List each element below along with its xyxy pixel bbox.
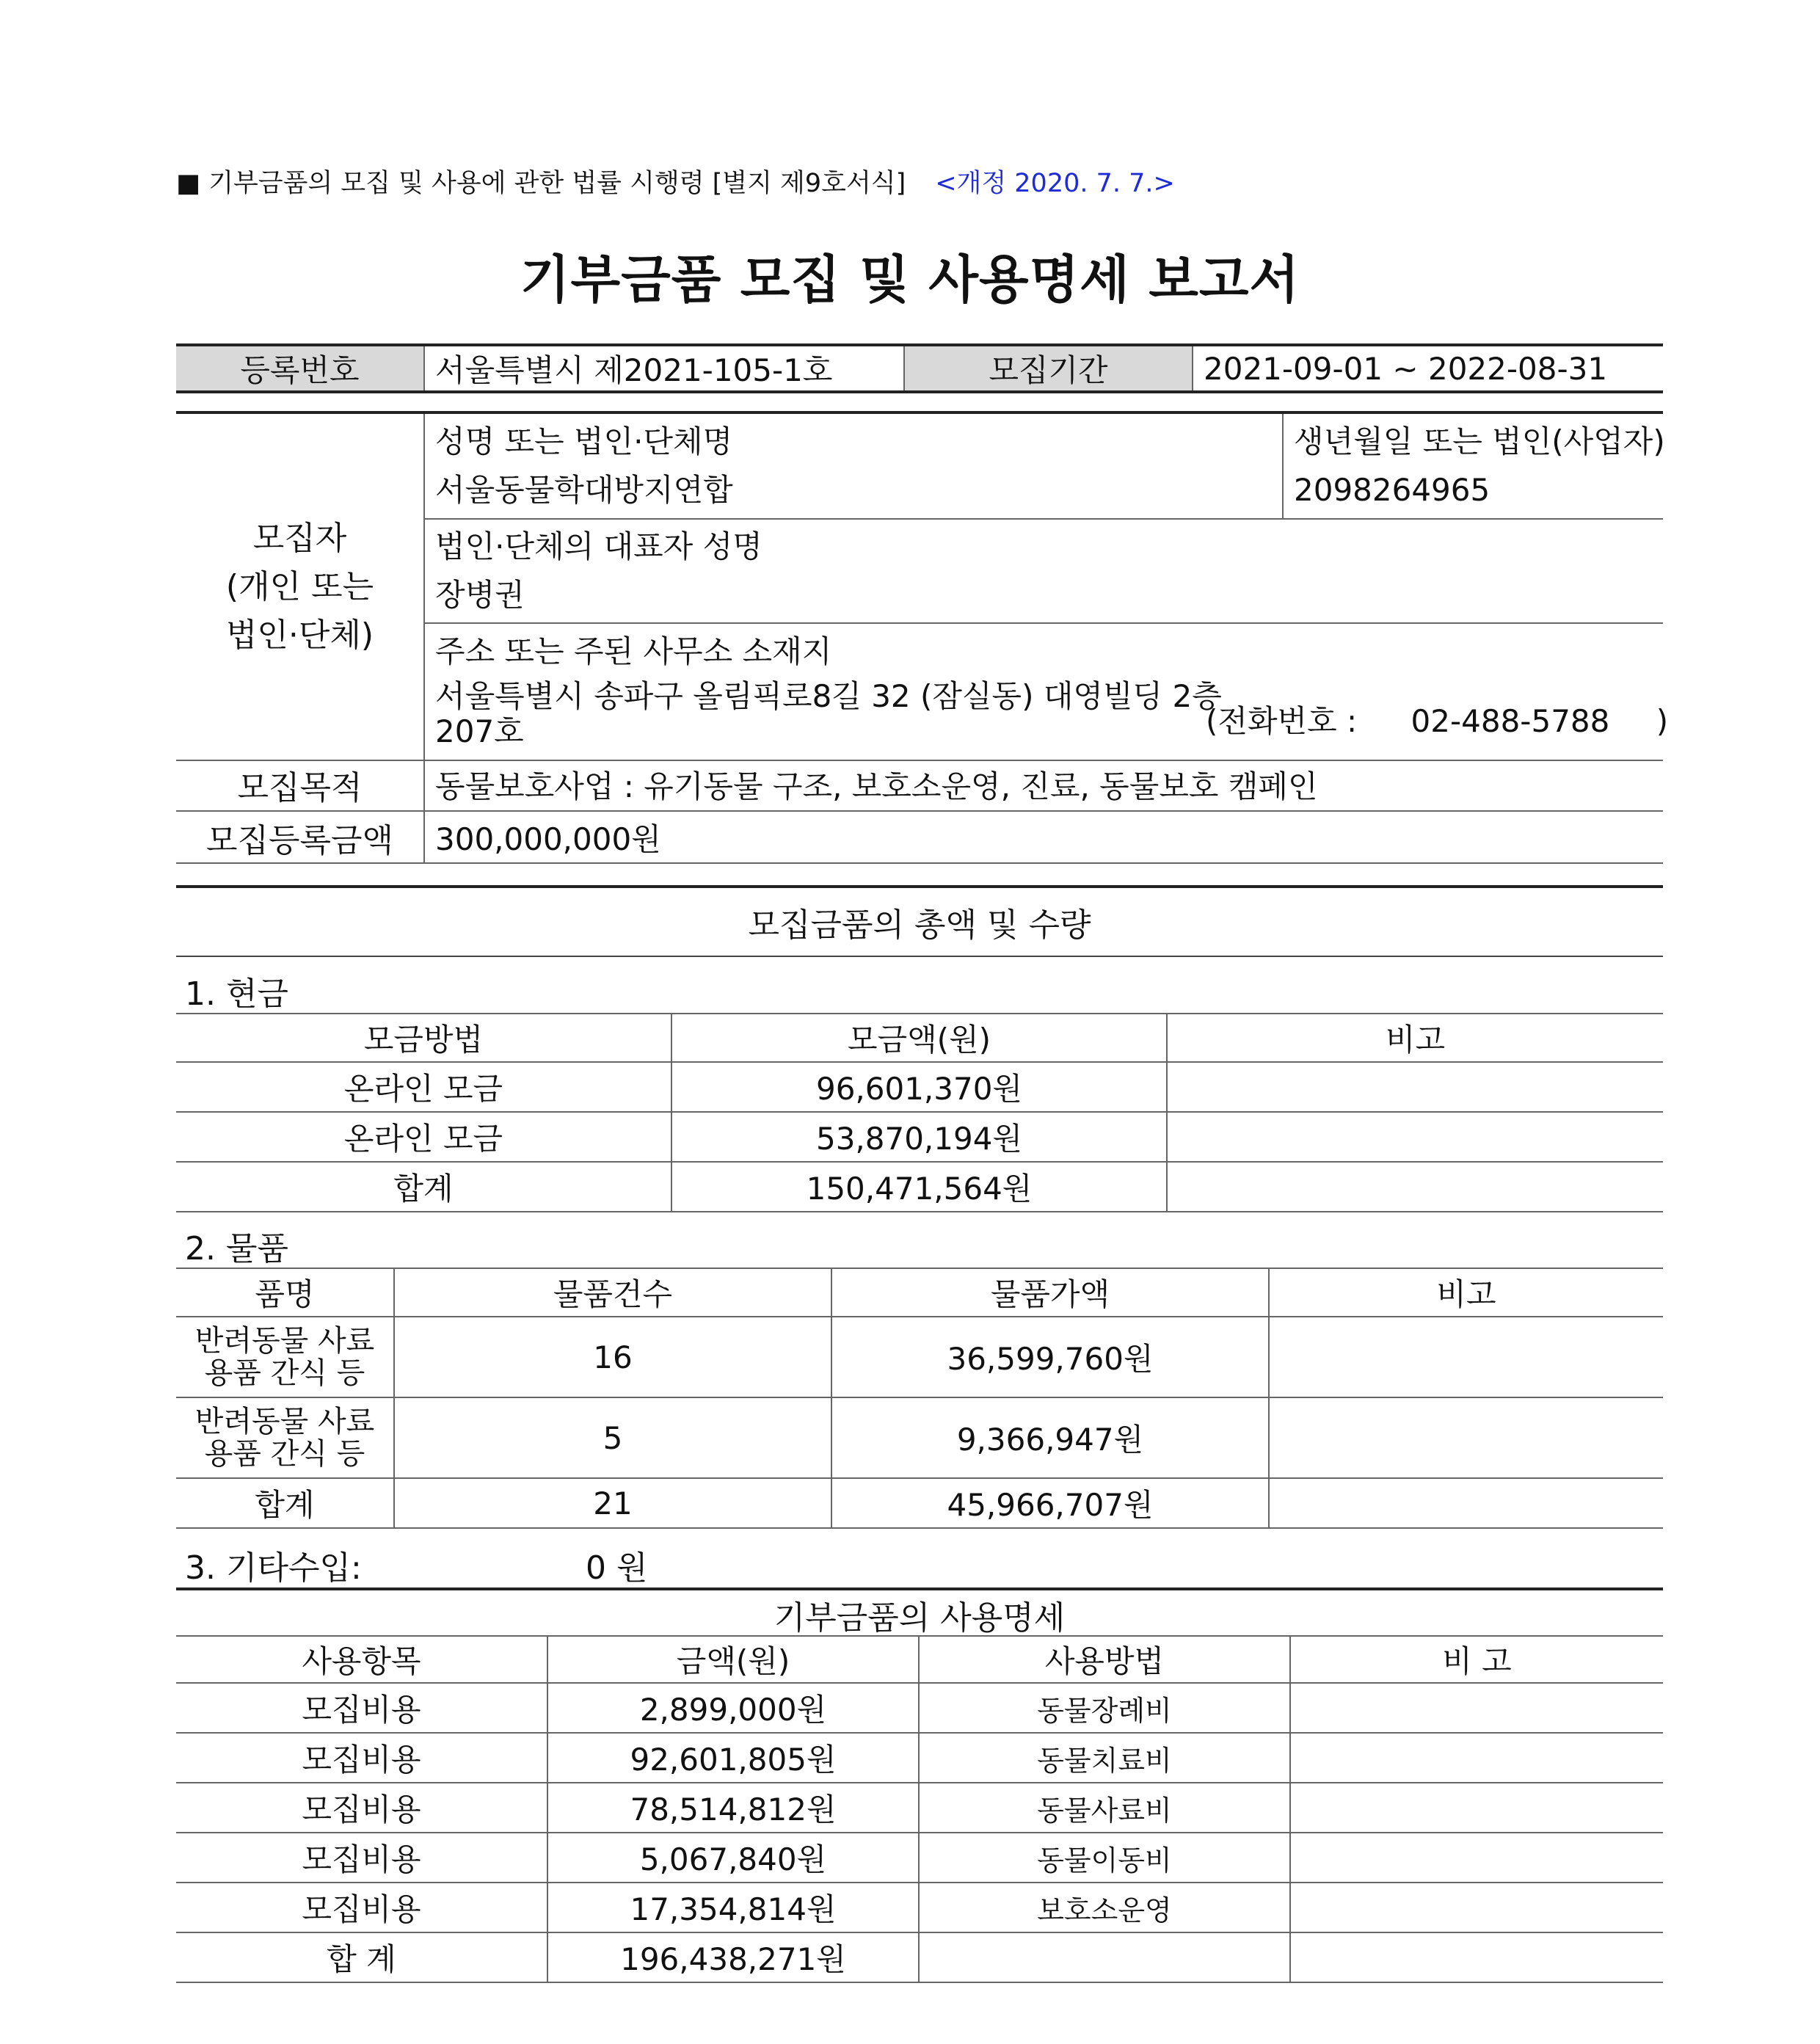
usage-note	[1290, 1883, 1663, 1932]
goods-name	[176, 1317, 394, 1397]
birth-value: 2098264965	[1294, 472, 1490, 508]
cash-method: 온라인 모금	[176, 1112, 671, 1162]
usage-header-note: 비 고	[1290, 1636, 1663, 1683]
collector-label-sub2: 법인·단체)	[225, 616, 374, 654]
usage-header-method: 사용방법	[919, 1636, 1290, 1683]
goods-note	[1269, 1397, 1663, 1478]
name-value: 서울동물학대방지연합	[435, 472, 733, 508]
usage-note	[1290, 1833, 1663, 1883]
purpose-table	[176, 759, 1663, 864]
purpose-label: 모집목적	[176, 759, 424, 811]
cash-note	[1167, 1112, 1663, 1162]
phone-line	[1206, 704, 1668, 739]
form-reference	[176, 163, 1175, 200]
cash-total-amount: 150,471,564원	[671, 1162, 1167, 1212]
reg-no-value: 서울특별시 제2021-105-1호	[424, 345, 904, 392]
form-ref-text: ■ 기부금품의 모집 및 사용에 관한 법률 시행령 [별지 제9호서식]	[176, 169, 906, 198]
table-row	[176, 1683, 1663, 1733]
divider-totals-top	[176, 885, 1663, 888]
goods-value: 9,366,947원	[831, 1397, 1269, 1478]
goods-count: 5	[394, 1397, 831, 1478]
usage-total-label: 합 계	[176, 1932, 547, 1982]
reg-no-label: 등록번호	[176, 345, 424, 392]
cash-total-label: 합계	[176, 1162, 671, 1212]
usage-amount: 17,354,814원	[547, 1883, 919, 1932]
period-label: 모집기간	[904, 345, 1193, 392]
collector-label	[176, 412, 424, 760]
cash-header-note: 비고	[1167, 1014, 1663, 1062]
cash-method: 온라인 모금	[176, 1062, 671, 1112]
cash-note	[1167, 1062, 1663, 1112]
cash-table	[176, 1013, 1663, 1212]
page-title: 기부금품 모집 및 사용명세 보고서	[520, 250, 1300, 310]
usage-method: 동물치료비	[919, 1733, 1290, 1783]
usage-method: 동물장례비	[919, 1683, 1290, 1733]
address-cell	[424, 623, 1669, 760]
purpose-value: 동물보호사업 : 유기동물 구조, 보호소운영, 진료, 동물보호 캠페인	[424, 759, 1663, 811]
collector-table	[176, 411, 1669, 761]
divider-totals-bottom	[176, 956, 1663, 957]
table-row	[176, 1112, 1663, 1162]
goods-note	[1269, 1317, 1663, 1397]
goods-name	[176, 1397, 394, 1478]
cash-header-amount: 모금액(원)	[671, 1014, 1167, 1062]
usage-note	[1290, 1783, 1663, 1833]
usage-amount: 92,601,805원	[547, 1733, 919, 1783]
goods-table	[176, 1268, 1663, 1529]
usage-total-row	[176, 1932, 1663, 1982]
usage-method: 동물이동비	[919, 1833, 1290, 1883]
goods-count: 16	[394, 1317, 831, 1397]
cash-header-method: 모금방법	[176, 1014, 671, 1062]
usage-note	[1290, 1683, 1663, 1733]
table-row	[176, 1783, 1663, 1833]
table-row	[176, 1883, 1663, 1932]
usage-header-row	[176, 1636, 1663, 1683]
registered-amount-value: 300,000,000원	[424, 811, 1663, 863]
representative-cell	[424, 519, 1663, 623]
address-label: 주소 또는 주된 사무소 소재지	[435, 633, 832, 669]
goods-header-name: 품명	[176, 1268, 394, 1317]
goods-section-title: 2. 물품	[185, 1230, 288, 1268]
table-row	[176, 1733, 1663, 1783]
goods-name-line2: 용품 간식 등	[204, 1356, 365, 1390]
totals-title: 모집금품의 총액 및 수량	[748, 906, 1091, 944]
table-row	[176, 1833, 1663, 1883]
goods-name-line1: 반려동물 사료	[194, 1405, 375, 1439]
table-row	[176, 1062, 1663, 1112]
collector-name-cell	[424, 412, 1283, 519]
goods-header-note: 비고	[1269, 1268, 1663, 1317]
usage-method: 보호소운영	[919, 1883, 1290, 1932]
goods-total-note	[1269, 1478, 1663, 1528]
usage-item: 모집비용	[176, 1883, 547, 1932]
phone-value: 02-488-5788	[1410, 702, 1610, 739]
phone-suffix: )	[1656, 702, 1669, 739]
goods-header-count: 물품건수	[394, 1268, 831, 1317]
cash-total-row	[176, 1162, 1663, 1212]
usage-title: 기부금품의 사용명세	[774, 1599, 1066, 1637]
usage-item: 모집비용	[176, 1683, 547, 1733]
usage-amount: 78,514,812원	[547, 1783, 919, 1833]
address-line2: 207호	[435, 713, 524, 749]
goods-value: 36,599,760원	[831, 1317, 1269, 1397]
other-income-value: 0 원	[586, 1549, 648, 1587]
usage-total-method	[919, 1932, 1290, 1982]
usage-item: 모집비용	[176, 1783, 547, 1833]
cash-header-row	[176, 1014, 1663, 1062]
usage-item: 모집비용	[176, 1733, 547, 1783]
usage-item: 모집비용	[176, 1833, 547, 1883]
goods-total-row	[176, 1478, 1663, 1528]
table-row	[176, 1397, 1663, 1478]
cash-section-title: 1. 현금	[185, 975, 288, 1013]
usage-total-amount: 196,438,271원	[547, 1932, 919, 1982]
cash-amount: 96,601,370원	[671, 1062, 1167, 1112]
cash-amount: 53,870,194원	[671, 1112, 1167, 1162]
collector-birth-cell	[1283, 412, 1663, 519]
usage-amount: 5,067,840원	[547, 1833, 919, 1883]
table-row	[176, 1317, 1663, 1397]
other-income-label: 3. 기타수입:	[185, 1549, 362, 1587]
rep-label: 법인·단체의 대표자 성명	[435, 528, 762, 564]
goods-header-value: 물품가액	[831, 1268, 1269, 1317]
goods-total-count: 21	[394, 1478, 831, 1528]
birth-label: 생년월일 또는 법인(사업자)	[1294, 423, 1665, 459]
collector-label-sub1: (개인 또는	[225, 567, 374, 605]
address-line1: 서울특별시 송파구 올림픽로8길 32 (잠실동) 대영빌딩 2층	[435, 677, 1222, 714]
usage-note	[1290, 1733, 1663, 1783]
phone-prefix: (전화번호 :	[1206, 702, 1358, 739]
usage-header-amount: 금액(원)	[547, 1636, 919, 1683]
registered-amount-label: 모집등록금액	[176, 811, 424, 863]
collector-label-main: 모집자	[252, 519, 347, 557]
cash-total-note	[1167, 1162, 1663, 1212]
usage-table	[176, 1635, 1663, 1983]
rep-value: 장병권	[435, 577, 525, 613]
name-label: 성명 또는 법인·단체명	[435, 423, 733, 459]
divider-usage-top	[176, 1587, 1663, 1590]
registration-table	[176, 343, 1663, 393]
usage-amount: 2,899,000원	[547, 1683, 919, 1733]
goods-name-line1: 반려동물 사료	[194, 1324, 375, 1358]
goods-name-line2: 용품 간식 등	[204, 1437, 365, 1471]
usage-method: 동물사료비	[919, 1783, 1290, 1833]
goods-total-value: 45,966,707원	[831, 1478, 1269, 1528]
goods-header-row	[176, 1268, 1663, 1317]
goods-total-label: 합계	[176, 1478, 394, 1528]
usage-total-note	[1290, 1932, 1663, 1982]
usage-header-item: 사용항목	[176, 1636, 547, 1683]
revision-date: <개정 2020. 7. 7.>	[935, 169, 1175, 198]
period-value: 2021-09-01 ~ 2022-08-31	[1193, 345, 1663, 392]
